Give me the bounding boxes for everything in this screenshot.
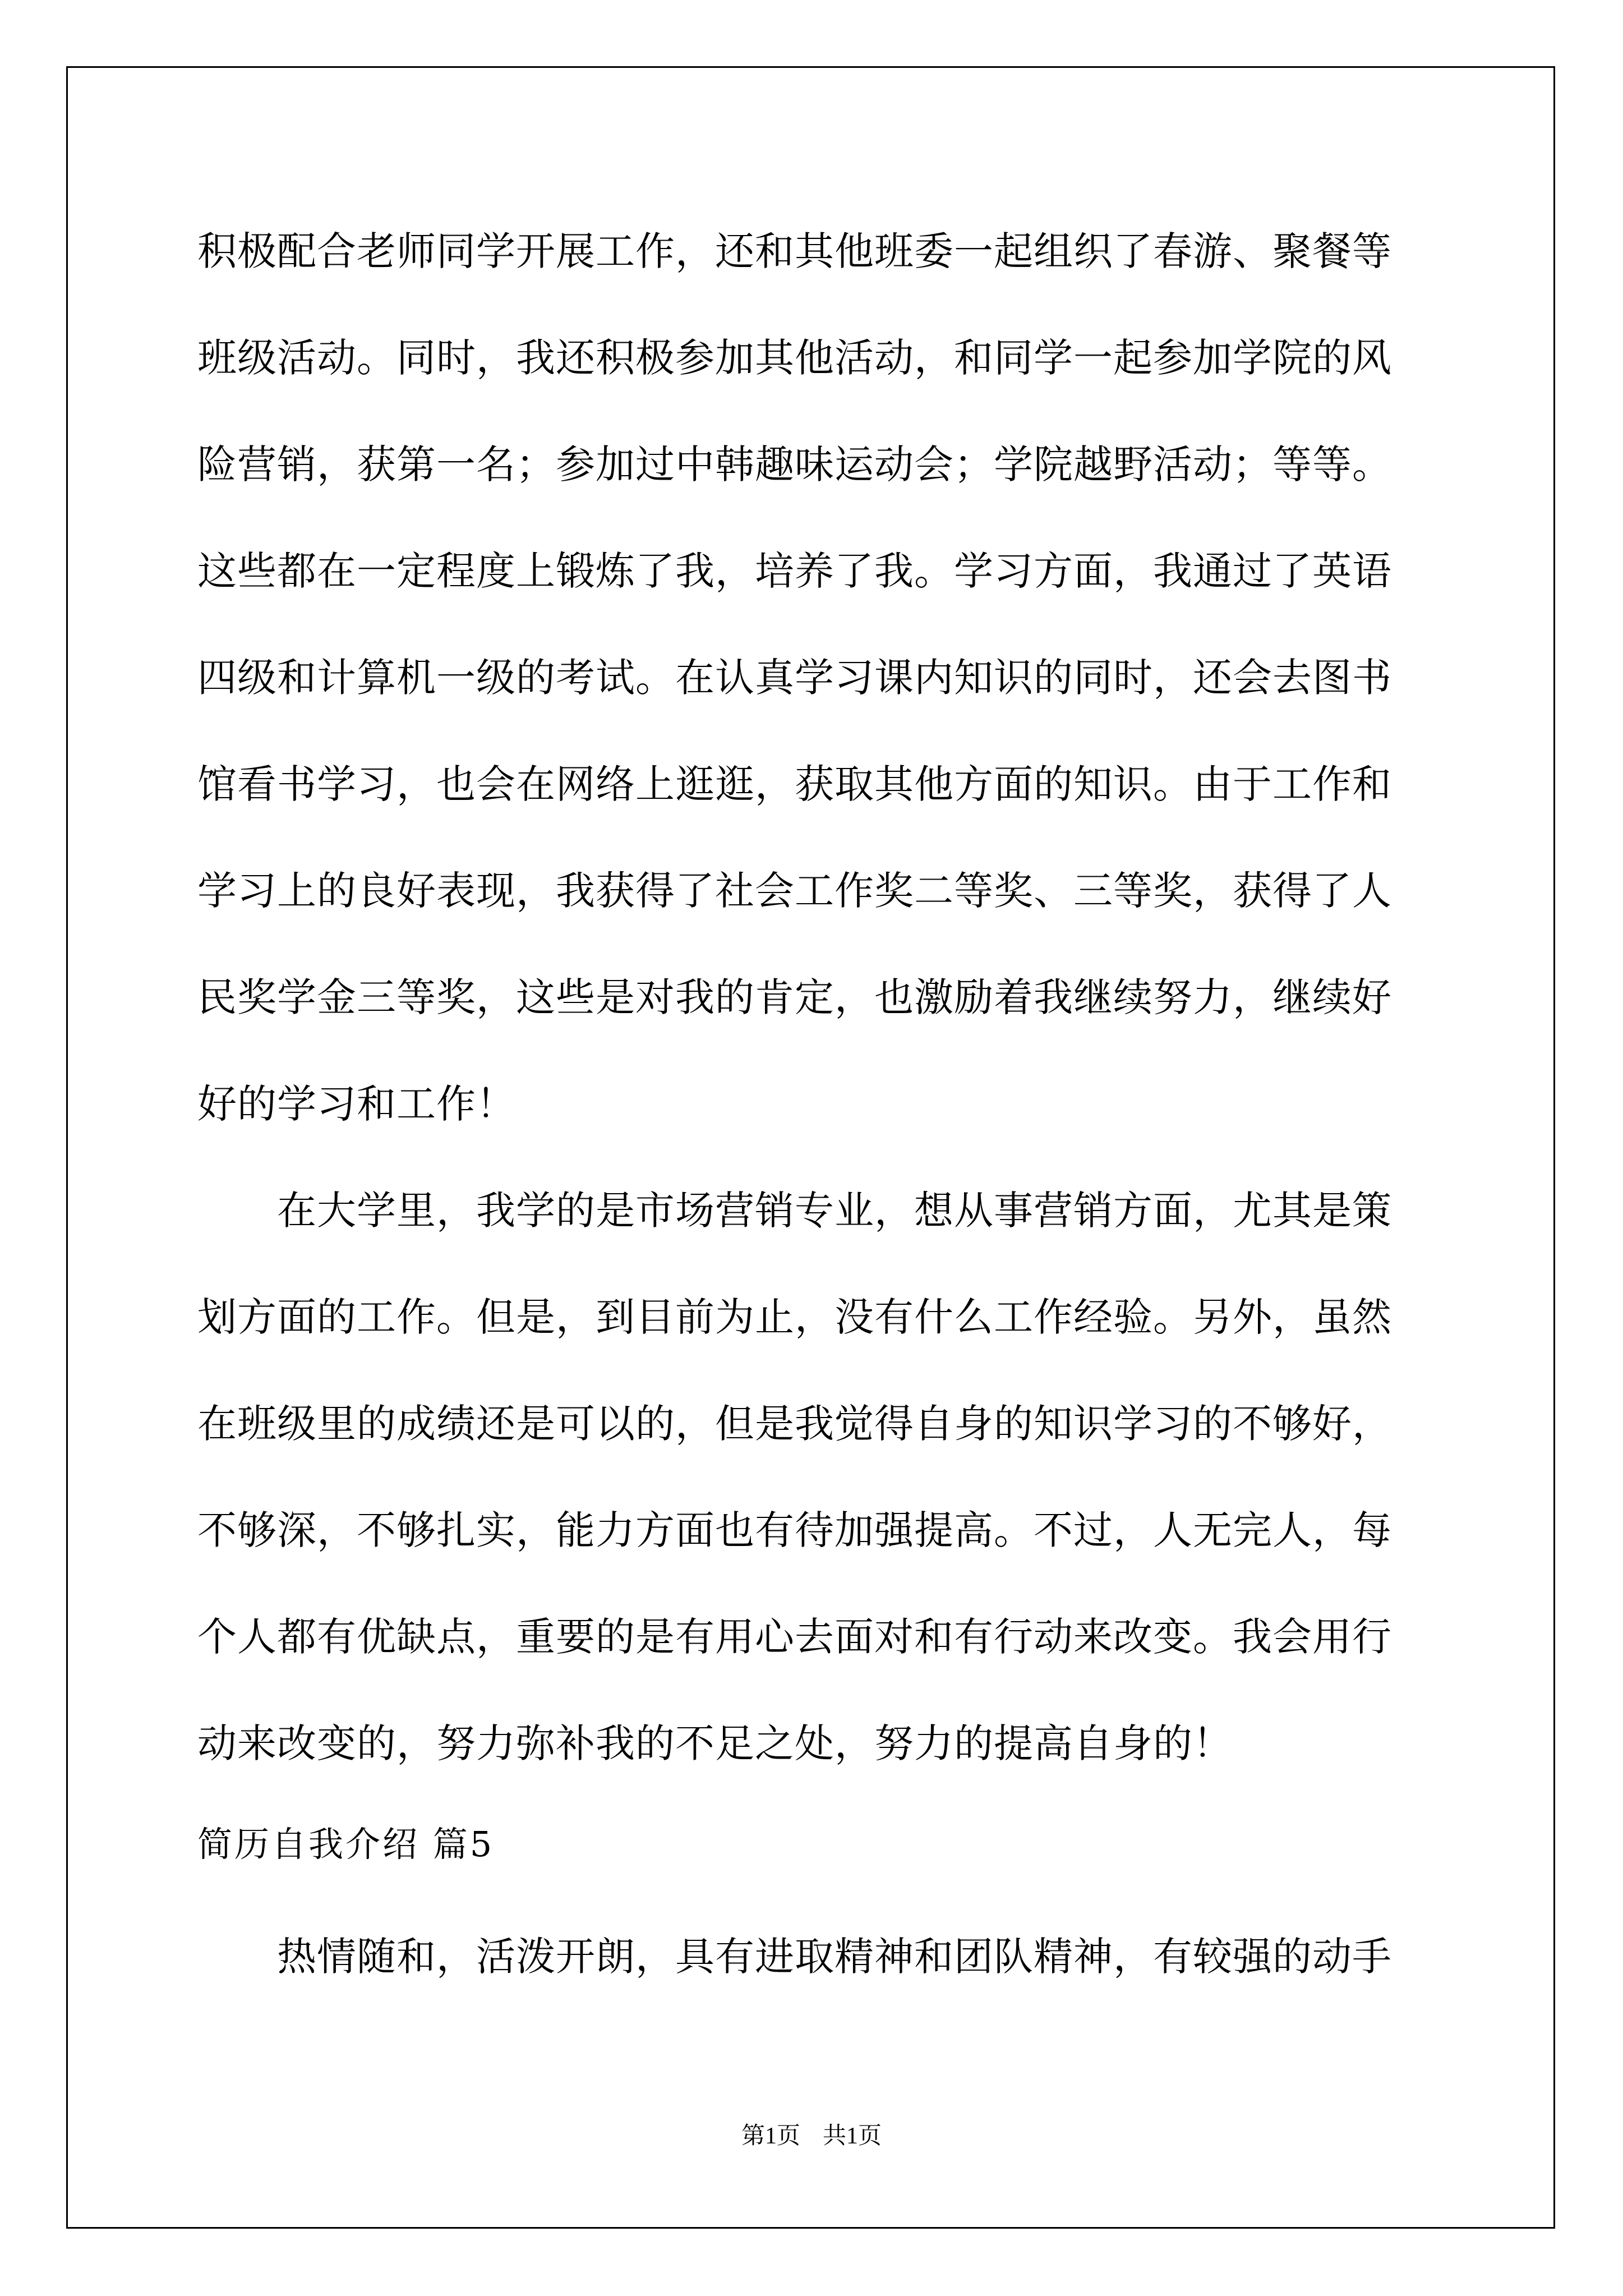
page-number: 第1页 [741, 2123, 800, 2149]
paragraph-line: 动来改变的，努力弥补我的不足之处，努力的提高自身的！ [197, 1720, 1233, 1766]
paragraph-line: 这些都在一定程度上锻炼了我，培养了我。学习方面，我通过了英语 [197, 548, 1392, 594]
paragraph-line: 个人都有优缺点，重要的是有用心去面对和有行动来改变。我会用行 [197, 1614, 1392, 1660]
paragraph-line: 险营销，获第一名；参加过中韩趣味运动会；学院越野活动；等等。 [197, 441, 1392, 487]
section-heading: 简历自我介绍 篇5 [197, 1824, 495, 1865]
paragraph-line: 民奖学金三等奖，这些是对我的肯定，也激励着我继续努力，继续好 [197, 974, 1392, 1020]
page-border [66, 66, 1555, 2229]
paragraph-line: 四级和计算机一级的考试。在认真学习课内知识的同时，还会去图书 [197, 655, 1392, 701]
page-total: 共1页 [823, 2123, 882, 2149]
paragraph-line: 积极配合老师同学开展工作，还和其他班委一起组织了春游、聚餐等 [197, 228, 1392, 274]
paragraph-line: 好的学习和工作！ [197, 1081, 516, 1127]
paragraph-line: 在班级里的成绩还是可以的，但是我觉得自身的知识学习的不够好， [197, 1401, 1392, 1447]
paragraph-line: 划方面的工作。但是，到目前为止，没有什么工作经验。另外，虽然 [197, 1294, 1392, 1340]
paragraph-line: 热情随和，活泼开朗，具有进取精神和团队精神，有较强的动手 [197, 1934, 1392, 1980]
paragraph-line: 学习上的良好表现，我获得了社会工作奖二等奖、三等奖，获得了人 [197, 868, 1392, 914]
paragraph-line: 在大学里，我学的是市场营销专业，想从事营销方面，尤其是策 [197, 1188, 1392, 1234]
paragraph-line: 班级活动。同时，我还积极参加其他活动，和同学一起参加学院的风 [197, 335, 1392, 381]
page-footer [0, 2119, 1623, 2153]
paragraph-line: 不够深，不够扎实，能力方面也有待加强提高。不过，人无完人，每 [197, 1507, 1392, 1553]
paragraph-line: 馆看书学习，也会在网络上逛逛，获取其他方面的知识。由于工作和 [197, 761, 1392, 807]
